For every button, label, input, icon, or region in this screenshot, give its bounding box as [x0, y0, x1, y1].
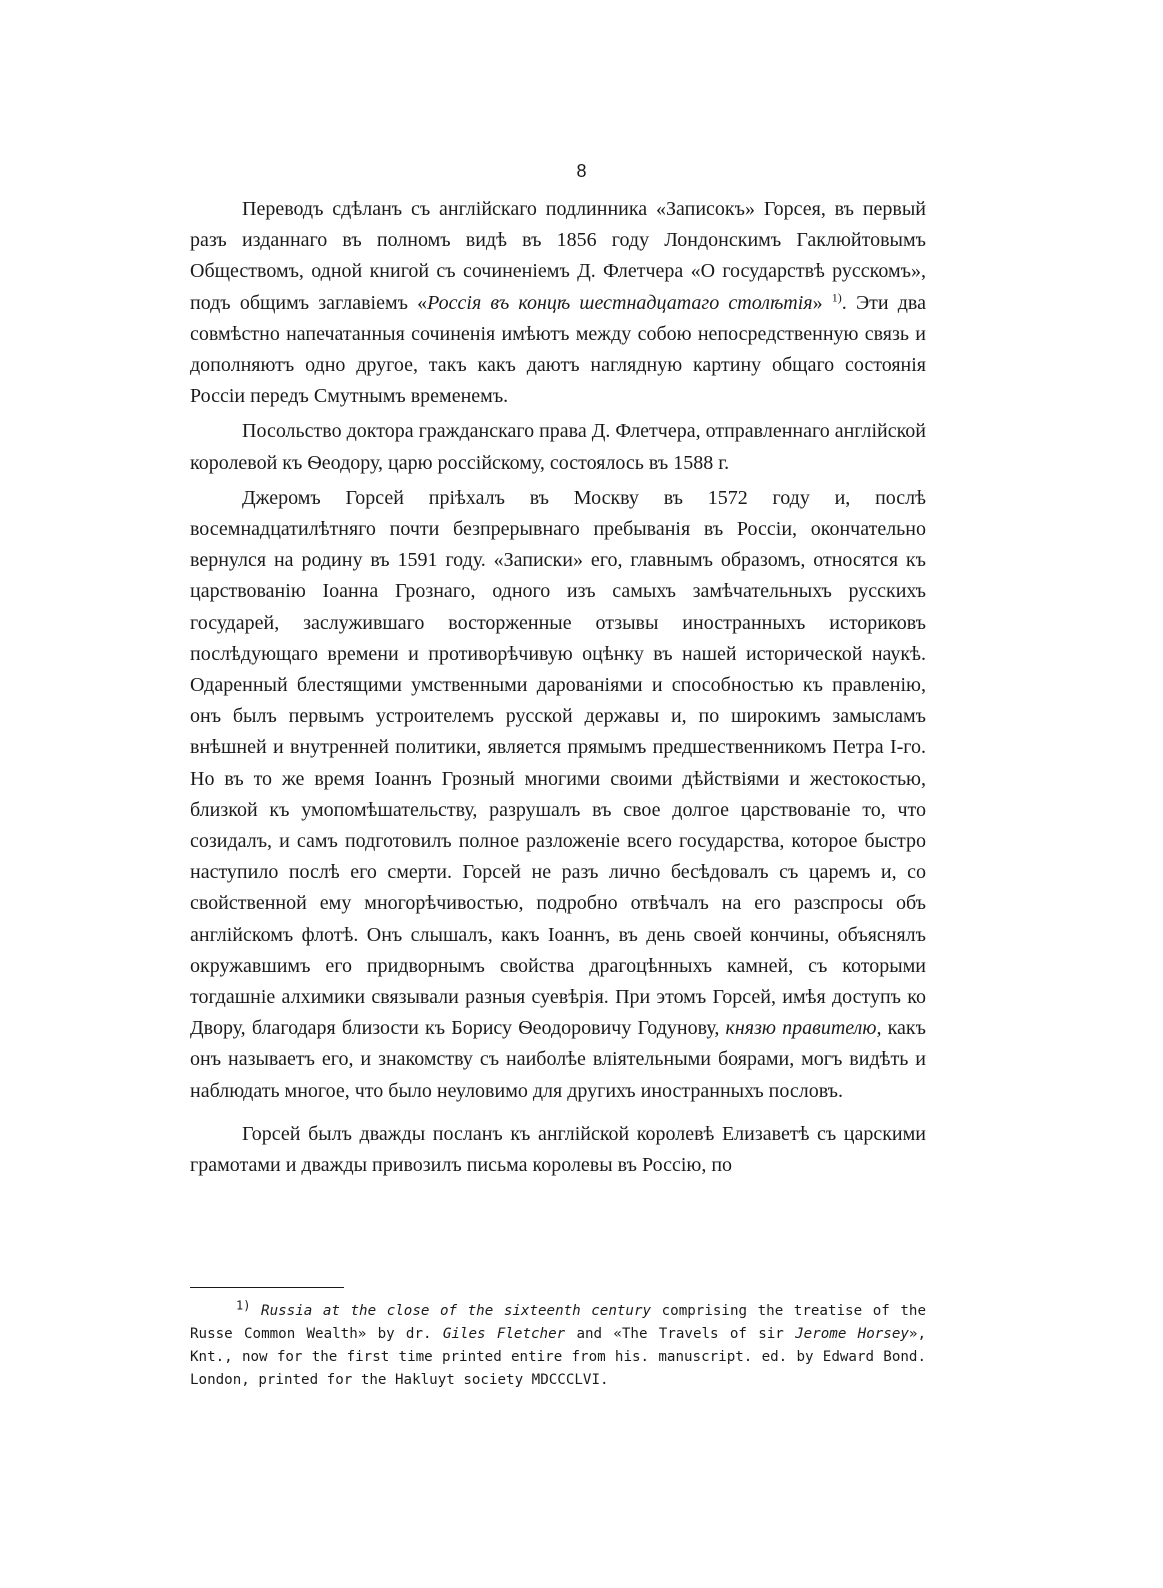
main-text	[190, 194, 926, 1181]
book-title-italic: Россія въ концѣ шестнадцатаго столѣтія	[427, 291, 813, 314]
paragraph-3-text-b: какъ онъ называетъ его, и знакомству съ наиболѣе вліятельными боярами, могъ видѣть и наблюдать многое, что было неуловимо для другихъ иностранныхъ пословъ.	[190, 1017, 926, 1102]
footnote-reference: 1)	[831, 289, 842, 304]
page-number: 8	[576, 161, 587, 181]
paragraph-4: Горсей былъ дважды посланъ къ англійской королевѣ Елизаветѣ съ царскими грамотами и дважды привозилъ письма королевы въ Россію, по	[190, 1122, 926, 1177]
paragraph-3-text-a: Джеромъ Горсей пріѣхалъ въ Москву въ 1572 году и, послѣ восемнадцатилѣтняго почти безпрерывнаго пребыванія въ Россіи, окончательно вернулся на родину въ 1591 году. «Записки» его, главнымъ образомъ, относятся къ царствованію Іоанна Грознаго, одного изъ самыхъ замѣчательныхъ русскихъ государей, заслужившаго восторженные отзывы иностранныхъ историковъ послѣдующаго времени и противорѣчивую оцѣнку въ нашей исторической наукѣ. Одаренный блестящими умственными дарованіями и способностью къ правленію, онъ былъ первымъ устроителемъ русской державы и, по широкимъ замысламъ внѣшней и внутренней политики, является прямымъ предшественникомъ Петра I-го. Но въ то же время Іоаннъ Грозный многими своими дѣйствіями и жестокостью, близкой къ умопомѣшательству, разрушалъ въ свое долгое царствованіе то, что созидалъ, и самъ подготовилъ полное разложеніе всего государства, которое быстро наступило послѣ его смерти. Горсей не разъ лично бесѣдовалъ съ царемъ и, со свойственной ему многорѣчивостью, подробно отвѣчалъ на его разспросы объ англійскомъ флотѣ. Онъ слышалъ, какъ Іоаннъ, въ день своей кончины, объяснялъ окружавшимъ его придворнымъ свойства драгоцѣнныхъ камней, съ которыми тогдашніе алхимики связывали разныя суевѣрія. При этомъ Горсей, имѣя доступъ ко Двору, благодаря близости къ Борису Ѳеодоровичу Годунову,	[190, 486, 926, 1040]
paragraph-2: Посольство доктора гражданскаго права Д. Флетчера, отправленнаго англійской королевой къ Ѳеодору, царю россійскому, состоялось въ 1588 г.	[190, 420, 926, 474]
footnote-author-horsey: Jerome Horsey	[795, 1326, 909, 1342]
footnote-text-2: and «The Travels of sir	[565, 1326, 796, 1342]
paragraph-1-text-b: »	[812, 291, 832, 314]
paragraph-3	[190, 483, 926, 1107]
paragraph-1-text-c: . Эти два совмѣстно напечатанныя сочиненія имѣютъ между собою непосредственную связь и дополняютъ одно другое, такъ какъ даютъ наглядную картину общаго состоянія Россіи передъ Смутнымъ временемъ.	[190, 291, 926, 408]
footnote-divider	[190, 1287, 344, 1288]
prince-regent-italic: князю правителю,	[725, 1017, 882, 1040]
footnote-text-3: », Knt., now for the first time printed entire from his. manuscript. ed. by Edward Bond. London, printed for the Hakluyt society MDCCCLVI.	[190, 1326, 926, 1388]
footnote-author-fletcher: Giles Fletcher	[442, 1326, 566, 1342]
footnote-title-italic: Russia at the close of the sixteenth century	[261, 1303, 652, 1319]
footnote	[190, 1300, 926, 1392]
footnote-text-1: comprising the treatise of the Russe Common Wealth» by dr.	[190, 1303, 926, 1342]
paragraph-1	[190, 194, 926, 412]
footnote-mark: 1)	[236, 1298, 251, 1313]
paragraph-1-text-a: Переводъ сдѣланъ съ англійскаго подлинника «Записокъ» Горсея, въ первый разъ изданнаго въ полномъ видѣ въ 1856 году Лондонскимъ Гаклюйтовымъ Обществомъ, одной книгой съ сочиненіемъ Д. Флетчера «О государствѣ русскомъ», подъ общимъ заглавіемъ «	[190, 198, 926, 314]
